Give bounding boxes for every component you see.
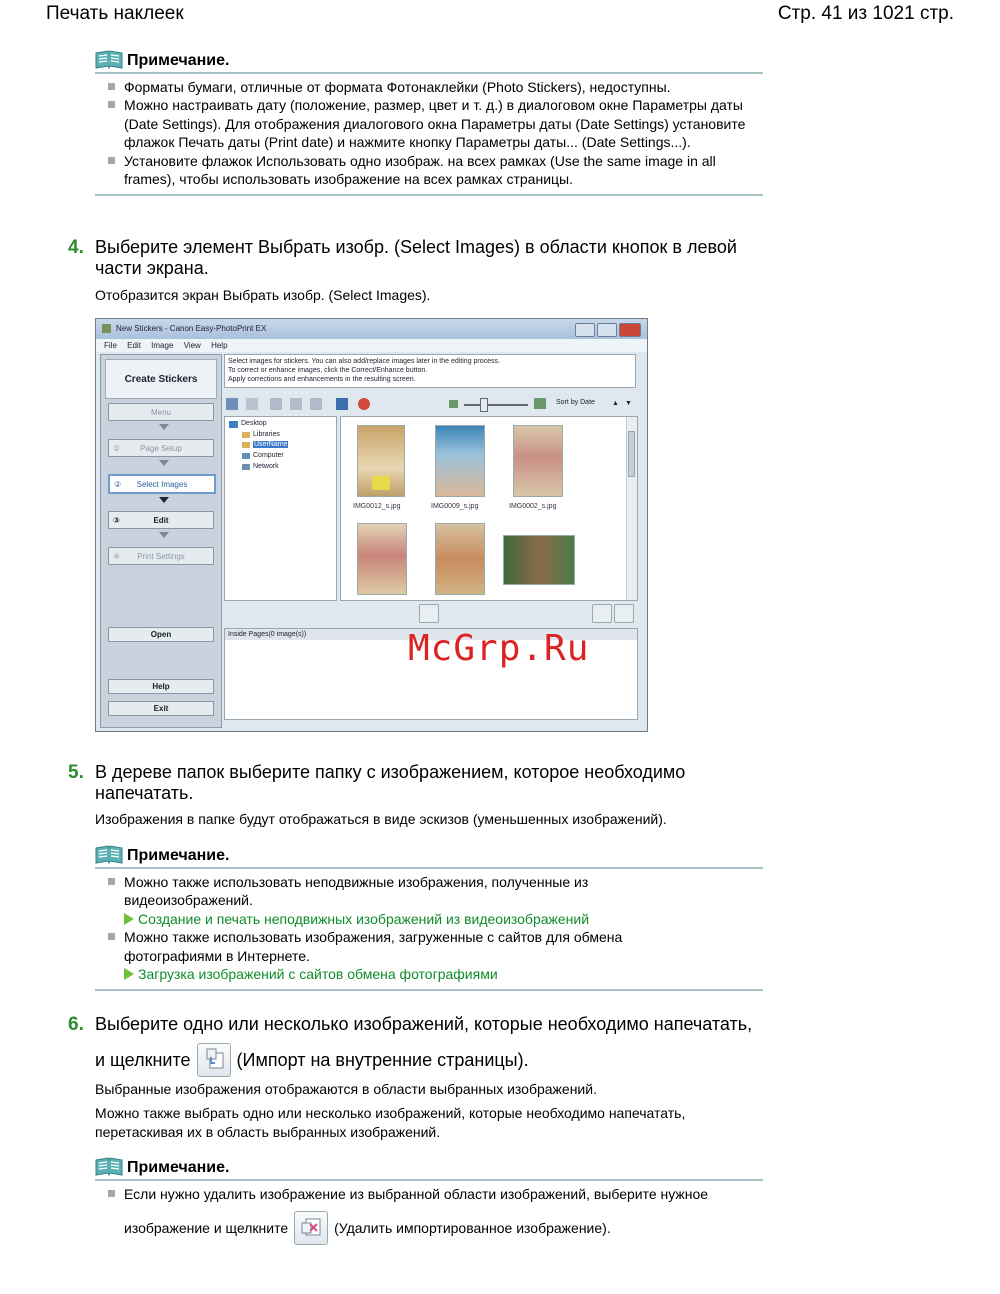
print-settings-button[interactable]: ④ Print Settings: [108, 547, 214, 565]
note-item: Можно настраивать дату (положение, размер, цвет и т. д.) в диалоговом окне Параметры даты (Date Settings). Для отображения диалогового окна Параметры даты (Date Settings) установите флажок Печать даты (Print date) и нажмите кнопку Параметры даты... (Date Settings...).: [95, 96, 763, 151]
select-images-button[interactable]: ② Select Images: [108, 474, 216, 494]
arrow-right-icon: [124, 968, 134, 980]
note-title: Примечание.: [127, 52, 230, 69]
arrow-down-icon: [159, 460, 169, 466]
tree-network[interactable]: Network: [253, 463, 279, 470]
step-desc: Изображения в папке будут отображаться в виде эскизов (уменьшенных изображений).: [95, 811, 667, 827]
correct-enhance-icon[interactable]: [336, 398, 348, 410]
exit-button[interactable]: Exit: [108, 701, 214, 716]
note-block-3: [95, 1153, 763, 1245]
import-icon: [197, 1043, 231, 1077]
note-item: Форматы бумаги, отличные от формата Фотонаклейки (Photo Stickers), недоступны.: [95, 78, 763, 96]
thumbnail-label: IMG0002_s.jpg: [509, 503, 557, 510]
folder-tree: [224, 416, 337, 601]
note-item: Можно также использовать изображения, загруженные с сайтов для обмена фотографиями в Интернете. Загрузка изображений с сайтов обмена фотографиями: [95, 928, 664, 983]
step-desc: Выбранные изображения отображаются в области выбранных изображений.: [95, 1081, 597, 1097]
arrow-down-icon: [159, 497, 169, 503]
step-number: 6.: [68, 1014, 84, 1035]
computer-icon: [242, 453, 250, 459]
arrow-right-icon: [124, 913, 134, 925]
right-panel: [224, 354, 640, 726]
watermark: McGrp.Ru: [408, 628, 590, 669]
step-text: Выберите одно или несколько изображений, которые необходимо напечатать,: [95, 1014, 753, 1034]
import-icon[interactable]: [419, 604, 439, 623]
menu-image[interactable]: Image: [151, 341, 174, 350]
step-desc: Можно также выбрать одно или несколько изображений, которые необходимо напечатать, перетаскивая их в область выбранных изображений.: [95, 1105, 686, 1140]
edit-button[interactable]: ③ Edit: [108, 511, 214, 529]
thumbnail-image[interactable]: [435, 425, 485, 497]
folder-icon: [242, 442, 250, 448]
instruction-box: Select images for stickers. You can also add/replace images later in the editing process. To correct or enhance images, click the Correct/Enhance button. Apply corrections and enhancements in the resulting screen.: [224, 354, 636, 388]
tree-computer[interactable]: Computer: [253, 452, 284, 459]
tree-libraries[interactable]: Libraries: [253, 431, 280, 438]
thumbnail-image[interactable]: [513, 425, 563, 497]
step-text: Выберите элемент Выбрать изобр. (Select Images) в области кнопок в левой части экрана.: [95, 237, 737, 278]
note-item: Можно также использовать неподвижные изображения, полученные из видеоизображений. Создание и печать неподвижных изображений из видеоизображений: [95, 873, 634, 928]
desktop-icon: [229, 421, 238, 428]
note-title: Примечание.: [127, 1159, 230, 1176]
rotate-right-icon[interactable]: [290, 398, 302, 410]
note-text: (Удалить импортированное изображение).: [334, 1220, 611, 1237]
thumbnail-image[interactable]: [435, 523, 485, 595]
sort-up-icon[interactable]: ▲: [612, 400, 619, 407]
thumbnail-label: IMG0009_s.jpg: [431, 503, 479, 510]
book-icon: [95, 50, 123, 70]
header-title: Печать наклеек: [46, 3, 184, 24]
note-block-2: [95, 841, 763, 991]
arrow-down-icon: [159, 532, 169, 538]
menu-button[interactable]: Menu: [108, 403, 214, 421]
thumbnail-image[interactable]: [357, 425, 405, 497]
step-5: [68, 762, 768, 804]
delete-all-icon[interactable]: [614, 604, 634, 623]
delete-imported-icon[interactable]: [592, 604, 612, 623]
page-setup-button[interactable]: ① Page Setup: [108, 439, 214, 457]
folder-icon: [242, 432, 250, 438]
slider-handle[interactable]: [480, 398, 488, 412]
left-panel: [100, 354, 222, 728]
image-toolbar: [224, 396, 640, 412]
thumbnail-image[interactable]: [503, 535, 575, 585]
scrollbar[interactable]: [626, 417, 637, 600]
create-stickers-label: Create Stickers: [105, 359, 217, 399]
page-info: Стр. 41 из 1021 стр.: [777, 3, 954, 24]
network-icon: [242, 464, 250, 470]
menu-bar: [96, 339, 647, 352]
note-item: Если нужно удалить изображение из выбранной области изображений, выберите нужное: [95, 1185, 763, 1203]
menu-file[interactable]: File: [104, 341, 117, 350]
help-button[interactable]: Help: [108, 679, 214, 694]
note-item: Установите флажок Использовать одно изображ. на всех рамках (Use the same image in all frames), чтобы использовать изображение на всех рамках страницы.: [95, 152, 763, 189]
link-video-stills[interactable]: Создание и печать неподвижных изображений из видеоизображений: [124, 910, 634, 928]
thumbnail-label: IMG0012_s.jpg: [353, 503, 401, 510]
step-desc: Отобразится экран Выбрать изобр. (Select Images).: [95, 287, 431, 303]
step-text: и щелкните: [95, 1049, 191, 1070]
menu-help[interactable]: Help: [211, 341, 228, 350]
small-size-icon: [449, 400, 458, 408]
delete-imported-image-icon: [294, 1211, 328, 1245]
thumbnail-size-slider[interactable]: [464, 404, 528, 406]
note-title: Примечание.: [127, 847, 230, 864]
step-number: 4.: [68, 237, 84, 258]
step-6: [68, 1014, 768, 1077]
app-screenshot: [95, 318, 648, 732]
view-thumbnails-icon[interactable]: [226, 398, 238, 410]
open-button[interactable]: Open: [108, 627, 214, 642]
note-text: изображение и щелкните: [124, 1220, 289, 1237]
thumbnail-area: [340, 416, 638, 601]
app-icon: [102, 324, 111, 333]
step-text: (Импорт на внутренние страницы).: [236, 1049, 529, 1070]
large-size-icon: [534, 398, 546, 409]
tree-username[interactable]: UserName: [254, 441, 288, 448]
title-bar: [96, 319, 647, 339]
minimize-icon[interactable]: [575, 323, 595, 337]
step-4: [68, 237, 768, 279]
thumbnail-image[interactable]: [357, 523, 407, 595]
tree-desktop[interactable]: Desktop: [241, 420, 267, 427]
enlarge-icon[interactable]: [310, 398, 322, 410]
link-photo-sharing[interactable]: Загрузка изображений с сайтов обмена фотографиями: [124, 965, 664, 983]
menu-edit[interactable]: Edit: [127, 341, 141, 350]
step-text: В дереве папок выберите папку с изображением, которое необходимо напечатать.: [95, 762, 686, 803]
sort-by-date-select[interactable]: Sort by Date: [556, 399, 595, 406]
web-icon[interactable]: [358, 398, 370, 410]
book-icon: [95, 1157, 123, 1177]
inside-pages-label: Inside Pages(0 image(s)): [225, 629, 637, 640]
step-number: 5.: [68, 762, 84, 783]
note-block-1: [95, 46, 763, 196]
window-title: New Stickers - Canon Easy-PhotoPrint EX: [116, 324, 267, 333]
dropdown-icon[interactable]: ▼: [625, 400, 632, 407]
close-icon[interactable]: [619, 323, 641, 337]
view-list-icon[interactable]: [246, 398, 258, 410]
book-icon: [95, 845, 123, 865]
rotate-left-icon[interactable]: [270, 398, 282, 410]
arrow-down-icon: [159, 424, 169, 430]
maximize-icon[interactable]: [597, 323, 617, 337]
menu-view[interactable]: View: [183, 341, 201, 350]
